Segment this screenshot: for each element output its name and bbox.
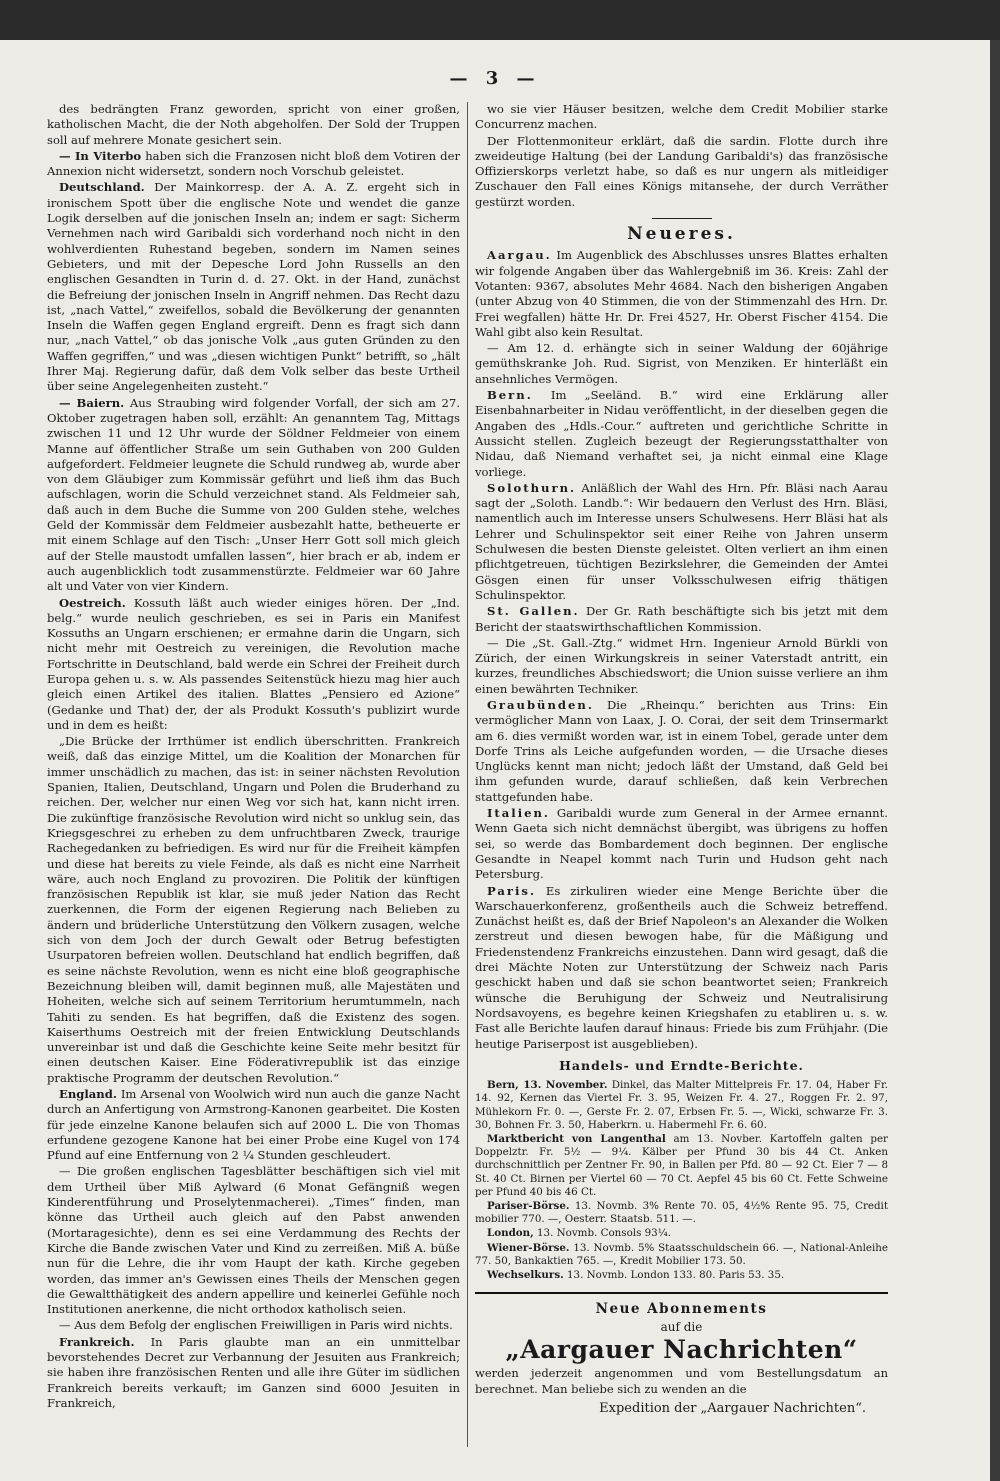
article-text: 13. Novmb. London 133. 80. Paris 53. 35. xyxy=(563,1268,785,1281)
article-lead: St. Gallen. xyxy=(487,604,580,619)
article-paragraph xyxy=(47,396,460,595)
article-text: Im Arsenal von Woolwich wird nun auch die ganze Nacht durch an Anfertigung von Armstrong-Kanonen gearbeitet. Die Kosten für jede einzelne Kanone belaufen sich auf 2000 L. Die von Thomas erfundene gezogene Kanone hat bei einer Probe eine Kugel von 174 Pfund auf eine Entfernung von 2 ¼ Stunden geschleudert. xyxy=(47,1087,460,1163)
article-lead: Solothurn. xyxy=(487,480,577,495)
article-text: Anläßlich der Wahl des Hrn. Pfr. Bläsi nach Aarau sagt der „Soloth. Landb.“: Wir bedauern den Verlust des Hrn. Bläsi, namentlich auch im Interesse unsers Schulwesens. Herr Bläsi hat als Lehrer und Schulinspektor seit einer Reihe von Jahren unserm Schulwesen die besten Dienste geleistet. Olten verliert an ihm einen pflichtgetreuen, tüchtigen Bezirkslehrer, die Gemeinden der Amtei Gösgen einen für unser Volksschulwesen eifrig thätigen Schulinspektor. xyxy=(475,480,888,602)
article-text: 13. Novmb. 3% Rente 70. 05, 4½% Rente 95. 75, Credit mobilier 770. —, Oesterr. Staatsb. 511. —. xyxy=(475,1199,888,1226)
article-text: — Aus dem Befolg der englischen Freiwilligen in Paris wird nichts. xyxy=(59,1318,453,1333)
market-reports xyxy=(475,1079,888,1282)
article-paragraph xyxy=(47,1164,460,1317)
abonnement-paper-name: „Aargauer Nachrichten“ xyxy=(505,1334,858,1364)
article-paragraph xyxy=(475,134,888,210)
article-lead: Oestreich. xyxy=(59,595,126,610)
article-text: Im Augenblick des Abschlusses unsres Blattes erhalten wir folgende Angaben über das Wahlergebniß im 36. Kreis: Zahl der Votanten: 9367, absolutes Mehr 4684. Nach den bisherigen Angaben (unter Abzug von 40 Stimmen, die von der Stimmenzahl des Hrn. Dr. Frei wegfallen) hätte Hr. Dr. Frei 4527, Hr. Oberst Fischer 4154. Die Wahl gibt also kein Resultat. xyxy=(475,248,888,339)
article-text: Aus Straubing wird folgender Vorfall, der sich am 27. Oktober zugetragen haben soll, erzählt: An genanntem Tag, Mittags zwischen 11 und 12 Uhr wurde der Söldner Feldmeier von einem Manne auf öffentlicher Straße um sein Guthaben von 200 Gulden aufgefordert. Feldmeier leugnete die Schuld rundweg ab, wurde aber von dem Gläubiger zum Kommissär geführt und ließ ihm das Buch aufschlagen, worin die Schuld verzeichnet stand. Als Feldmeier sah, daß auch in dem Buche die Summe von 200 Gulden stehe, welches Geld der Kommissär dem Feldmeier ausbezahlt hatte, betheuerte er mit einem Schlage auf den Tisch: „Unser Herr Gott soll mich gleich auf der Stelle maustodt umfallen lassen“, hier brach er ab, indem er auch augenblicklich todt zusammenstürzte. Feldmeier war 60 Jahre alt und Vater von vier Kindern. xyxy=(47,395,460,594)
article-paragraph xyxy=(47,596,460,734)
article-paragraph xyxy=(475,636,888,697)
article-text: Der Gr. Rath beschäftigte sich bis jetzt mit dem Bericht der staatswirthschaftlichen Kommission. xyxy=(475,604,888,634)
article-text: wo sie vier Häuser besitzen, welche dem Credit Mobilier starke Concurrenz machen. xyxy=(475,102,888,132)
neueres-articles xyxy=(475,248,888,1051)
column-divider xyxy=(467,102,468,1447)
article-paragraph xyxy=(475,806,888,882)
market-heading: Handels- und Erndte-Berichte. xyxy=(559,1057,804,1073)
article-lead: Bern. xyxy=(487,388,533,403)
article-lead: Italien. xyxy=(487,806,550,821)
article-text: Dinkel, das Malter Mittelpreis Fr. 17. 04, Haber Fr. 14. 92, Kernen das Viertel Fr. 3. 95, Weizen Fr. 4. 27., Roggen Fr. 2. 97, Mühlekorn Fr. 0. —, Gerste Fr. 2. 07, Erbsen Fr. 5. —, Wicki, schwarze Fr. 3. 30, Bohnen Fr. 3. 50, Haberkrn. u. Habermehl Fr. 6. 60. xyxy=(475,1079,889,1131)
article-paragraph xyxy=(475,1200,888,1226)
article-paragraph xyxy=(475,102,888,133)
article-text: Die „Rheinqu.“ berichten aus Trins: Ein vermöglicher Mann von Laax, J. O. Corai, der seit dem Trinsermarkt am 6. dies vermißt worden war, ist in einem Tobel, gerade unter dem Dorfe Trins als Leiche aufgefunden worden, — die Ursache dieses Unglücks kennt man nicht; jedoch läßt der Umstand, daß Geld bei ihm gefunden wurde, darauf schließen, daß kein Verbrechen stattgefunden habe. xyxy=(475,697,888,804)
abonnement-text: werden jederzeit angenommen und vom Bestellungsdatum an berechnet. Man beliebe sich zu wenden an die xyxy=(475,1366,888,1397)
article-text: „Die Brücke der Irrthümer ist endlich überschritten. Frankreich weiß, daß das einzige Mittel, um die Koalition der Monarchen für immer unschädlich zu machen, das ist: in seiner nächsten Revolution Spanien, Italien, Deutschland, Ungarn und Polen die Bruderhand zu reichen. Der, welcher nur einen Weg vor sich hat, kann nicht irren. Die zukünftige französische Revolution wird nicht so unklug sein, das Kriegsgeschrei zu erheben zu dem unfruchtbaren Zweck, traurige Rachegedanken zu befriedigen. Es wird nur für die Freiheit kämpfen und diese hat bereits zu viele Feinde, als daß es nicht eine Narrheit wäre, auch noch England zu provoziren. Die Politik der künftigen französischen Republik ist klar, sie muß jeder Nation das Recht zuerkennen, die Form der eigenen Regierung nach Belieben zu ändern und brüderliche Unterstützung den Völkern zusagen, welche sich von dem Joch der durch Gewalt oder Betrug befestigten Usurpatoren befreien wollen. Deutschland hat endlich begriffen, daß es seine nächste Revolution, wenn es nicht eine bloß geographische Bezeichnung bleiben will, damit beginnen muß, alle Majestäten und Hoheiten, welche sich auf seinem Territorium herumtummeln, nach Tahiti zu senden. Es hat begriffen, daß die Existenz des sogen. Kaiserthums Oestreich mit der freien Entwicklung Deutschlands unvereinbar ist und daß die Geschichte keine Seite mehr besitzt für einen deutschen Kaiser. Eine Föderativrepublik ist das einzige praktische Programm der deutschen Revolution.“ xyxy=(47,734,460,1085)
abonnement-ad xyxy=(475,1302,888,1416)
article-paragraph xyxy=(47,1318,460,1333)
article-paragraph xyxy=(47,102,460,148)
article-lead: England. xyxy=(59,1087,117,1101)
article-text: In Paris glaubte man an ein unmittelbar bevorstehendes Decret zur Verbannung der Jesuiten aus Frankreich; sie haben ihre französischen Renten und alle ihre Güter im südlichen Frankreich bereits verkauft; im Ganzen sind 6000 Jesuiten in Frankreich, xyxy=(47,1334,460,1410)
abonnement-sub: auf die xyxy=(660,1320,703,1335)
article-paragraph xyxy=(475,388,888,480)
article-text: 13. Novmb. Consols 93¼. xyxy=(533,1227,671,1240)
page-number: — 3 — xyxy=(449,68,541,89)
article-lead: Marktbericht von Langenthal xyxy=(487,1132,666,1145)
article-lead: Wechselkurs. xyxy=(487,1268,564,1281)
article-paragraph xyxy=(47,1335,460,1411)
abonnement-title: Neue Abonnements xyxy=(595,1301,768,1318)
article-paragraph xyxy=(475,341,888,387)
article-paragraph xyxy=(475,481,888,603)
right-column xyxy=(475,102,888,1416)
article-lead: Wiener-Börse. xyxy=(487,1241,570,1254)
article-paragraph xyxy=(47,1087,460,1163)
newspaper-page xyxy=(0,40,990,1481)
article-text: — Am 12. d. erhängte sich in seiner Waldung der 60jährige gemüthskranke Joh. Rud. Sigrist, von Menziken. Er hinterläßt ein ansehnliches Vermögen. xyxy=(475,341,888,386)
article-paragraph xyxy=(47,149,460,180)
article-text: Garibaldi wurde zum General in der Armee ernannt. Wenn Gaeta sich nicht demnächst übergibt, was übrigens zu hoffen sei, so werde das Bombardement doch beginnen. Der englische Gesandte in Neapel kommt nach Turin und Hudson geht nach Petersburg. xyxy=(475,806,888,882)
article-text: Der Mainkorresp. der A. A. Z. ergeht sich in ironischem Spott über die englische Note und wendet die ganze Logik derselben auf die jonischen Inseln an; indem er sagt: Sicherm Vernehmen nach wird Garibaldi sich vorderhand noch nicht in den wohlverdienten Ruhestand begeben, sondern im Namen seines Gebieters, und mit der Depesche Lord John Russells an den englischen Gesandten in Turin d. d. 27. Okt. in der Hand, zunächst die Befreiung der jonischen Inseln in Angriff nehmen. Das Recht dazu ist, „nach Vattel,“ zweifellos, sobald die Bevölkerung der genannten Inseln die Waffen gegen England ergreift. Denn es fragt sich dann nur, „nach Vattel,“ ob das jonische Volk „aus guten Gründen zu den Waffen gegriffen,“ und was „diesen wichtigen Punkt“ betrifft, so „hält Ihrer Maj. Regierung dafür, daß dem Volk selber das beste Urtheil über seine Angelegenheiten zusteht.“ xyxy=(47,180,460,394)
article-text: Im „Seeländ. B.“ wird eine Erklärung aller Eisenbahnarbeiter in Nidau veröffentlicht, in der dieselben gegen die Angaben des „Hdls.-Cour.“ auftreten und gerichtliche Schritte in Aussicht stellen. Zugleich bezeugt der Regierungsstatthalter von Nidau, daß Niemand verhaftet sei, ja nicht einmal eine Klage vorliege. xyxy=(475,388,888,479)
article-lead: Frankreich. xyxy=(59,1334,135,1349)
article-paragraph xyxy=(47,180,460,394)
article-lead: Aargau. xyxy=(487,248,552,263)
article-lead: Paris. xyxy=(487,883,536,898)
article-paragraph xyxy=(47,734,460,1086)
article-lead: Pariser-Börse. xyxy=(487,1199,570,1212)
article-text: 13. Novmb. 5% Staatsschuldschein 66. —, National-Anleihe 77. 50, Bankaktien 765. —, Kredit Mobilier 173. 50. xyxy=(475,1241,888,1267)
article-text: — Die großen englischen Tagesblätter beschäftigen sich viel mit dem Urtheil über Miß Aylward (6 Monat Gefängniß wegen Kinderentführung und Proselytenmacherei). „Times“ finden, man könne das Urtheil auch gleich auf den Pabst anwenden (Mortaragesichte), denn es sei eine Verdammung des Rechts der Kirche die Bande zwischen Vater und Kind zu zerreißen. Miß A. büße nun für die Lehre, die ihr vom Haupt der kath. Kirche gegeben worden, das immer an's Gewissen eines Theils der Menschen gegen die Gewaltthätigkeit des andern appellire und keinerlei Gefühle noch Institutionen anerkenne, die nicht orthodox katholisch seien. xyxy=(47,1164,460,1317)
article-text: Der Flottenmoniteur erklärt, daß die sardin. Flotte durch ihre zweideutige Haltung (bei der Landung Garibaldi's) das französische Offizierskorps verletzt habe, so daß es nur ungern als mitleidiger Zuschauer den Fall eines Königs mitansehe, der durch Verräther gestürzt worden. xyxy=(475,133,888,209)
article-text: haben sich die Franzosen nicht bloß dem Votiren der Annexion nicht widersetzt, sondern noch Vorschub geleistet. xyxy=(47,148,460,179)
article-paragraph xyxy=(475,1227,888,1240)
article-text: Kossuth läßt auch wieder einiges hören. Der „Ind. belg.“ wurde neulich geschrieben, es sei in Paris ein Manifest Kossuths an Ungarn erschienen; er ermahne darin die Ungarn, sich nicht mehr mit Oestreich zu vereinigen, die Revolution mache Fortschritte in Deutschland, bald werde ein Schrei der Freiheit durch Europa gehen u. s. w. Als passendes Seitenstück hiezu mag hier auch gleich einen Artikel des italien. Blattes „Pensiero ed Azione“ (Gedanke und That) der, der als Produkt Kossuth's publizirt wurde und in dem es heißt: xyxy=(47,595,460,732)
article-lead: London, xyxy=(487,1227,534,1240)
article-paragraph xyxy=(475,1079,888,1132)
article-lead: Bern, 13. November. xyxy=(487,1079,608,1092)
article-paragraph xyxy=(475,1133,888,1199)
article-lead: Graubünden. xyxy=(487,697,594,712)
section-rule xyxy=(652,218,712,219)
scan-edge xyxy=(990,40,1000,1481)
article-text: des bedrängten Franz geworden, spricht von einer großen, katholischen Macht, die der Noth abgeholfen. Der Sold der Truppen soll auf mehrere Monate gesichert sein. xyxy=(47,102,460,147)
right-column-top-articles xyxy=(475,102,888,210)
article-paragraph xyxy=(475,1242,888,1268)
article-text: Es zirkuliren wieder eine Menge Berichte über die Warschauerkonferenz, großentheils auch die Schweiz betreffend. Zunächst heißt es, daß der Brief Napoleon's an Alexander die Wolken zerstreut und diesen bewogen habe, für die Mäßigung und Friedenstendenz Frankreichs einzustehen. Dann wird gesagt, daß die drei Mächte Noten zur Unterstützung der Schweiz nach Paris geschickt haben und daß sie schon beantwortet seien; Frankreich wünsche die Beruhigung der Schweiz und Neutralisirung Nordsavoyens, es begehre keinen Kriegshafen zu etabliren u. s. w. Fast alle Berichte laufen darauf hinaus: Friede bis zum Frühjahr. (Die heutige Pariserpost ist ausgeblieben). xyxy=(475,883,888,1051)
abonnement-rule xyxy=(475,1292,888,1294)
article-lead: — Baiern. xyxy=(59,395,125,410)
left-column xyxy=(47,102,460,1412)
article-paragraph xyxy=(475,1269,888,1282)
article-paragraph xyxy=(475,604,888,635)
neueres-heading: Neueres. xyxy=(627,224,736,245)
article-text: am 13. Novber. Kartoffeln galten per Doppelztr. Fr. 5½ — 9¼. Kälber per Pfund 30 bis 44 Ct. Anken durchschnittlich per Zentner Fr. 90, in Ballen per Pfd. 80 — 92 Ct. Eier 7 — 8 St. 40 Ct. Birnen per Viertel 60 — 70 Ct. Aepfel 45 bis 60 Ct. Fette Schweine per Pfund 40 bis 46 Ct. xyxy=(475,1132,888,1198)
abonnement-expedition: Expedition der „Aargauer Nachrichten“. xyxy=(599,1401,866,1417)
article-text: — Die „St. Gall.-Ztg.“ widmet Hrn. Ingenieur Arnold Bürkli von Zürich, der einen Wirkungskreis in seiner Vaterstadt antritt, ein kurzes, freundliches Abschiedswort; die Union suisse verliere an ihm einen bewährten Techniker. xyxy=(475,635,888,696)
article-paragraph xyxy=(475,884,888,1052)
article-lead: Deutschland. xyxy=(59,180,145,195)
article-lead: — In Viterbo xyxy=(59,148,142,163)
article-paragraph xyxy=(475,698,888,805)
article-paragraph xyxy=(475,248,888,340)
